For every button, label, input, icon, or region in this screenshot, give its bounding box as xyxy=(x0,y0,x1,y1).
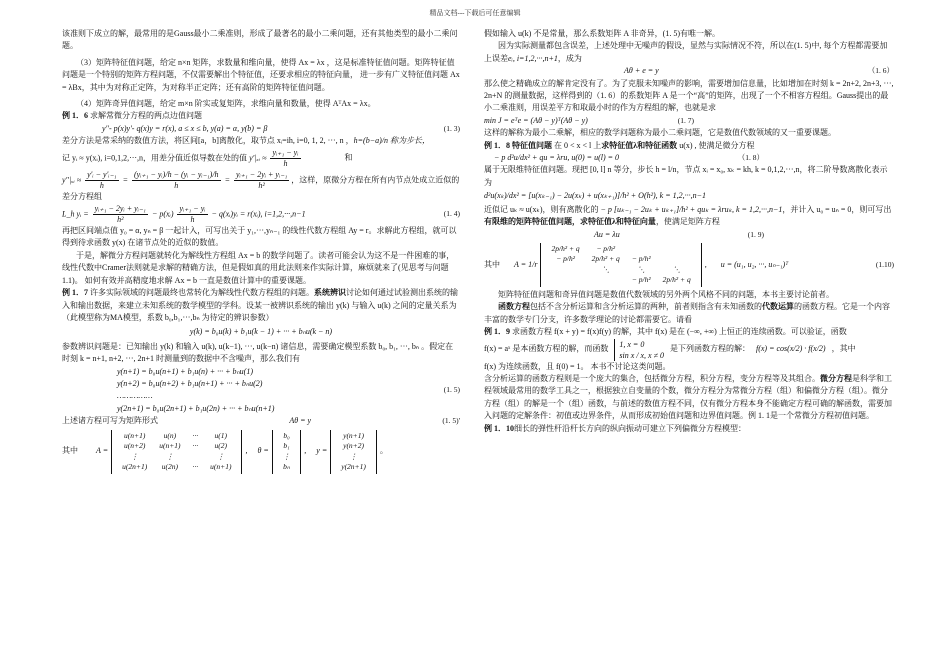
equation-number: (1. 5) xyxy=(443,385,460,395)
text: ，这样，原微分方程在所有内节点处成立近似的差分方程组 xyxy=(62,175,460,201)
piecewise-function xyxy=(614,339,664,361)
fraction xyxy=(177,204,207,225)
matrix-row xyxy=(335,441,372,452)
text: 求特征值λ和特征函数 xyxy=(601,140,678,150)
matrix-row xyxy=(116,441,237,452)
equation-1-4 xyxy=(62,204,460,225)
matrix-row xyxy=(545,254,696,265)
matrix-cell: ⋱ xyxy=(637,264,645,274)
paragraph: （3）矩阵特征值问题，给定 n×n 矩阵，求数量和维向量，使得 Ax = λx ，这是标准特征值问题。矩阵特征值问题是一个特别的矩阵方程问题，不仅需要解出个特征值，还要求相应的特征向量， 进一步有广义特征值问题 Ax = λBx，其中为对称正定阵，为对称半正定阵；还有高阶的矩阵特征值问题。 xyxy=(62,57,460,92)
matrix-definitions: 其中 A = u(n+1) u(n) ··· u(1) u(n+2) u(n+1) ··· u(2) ⋮ ⋮ ⋮ u(2n+1) u(2n) ··· u(n+1) , θ = b₀ b₁ ⋮ bₙ , y = y(n+1) y(n+2) ⋮ y(2n+1) 。 xyxy=(62,430,460,474)
matrix-cell: ··· xyxy=(192,462,199,472)
example-label: 例 1．8 xyxy=(484,140,510,150)
matrix-row xyxy=(335,452,372,463)
example-text: 求解常微分方程的两点边值问题 xyxy=(88,111,202,121)
numerator: (yᵢ₊₁ − yᵢ)/h − (yᵢ − yᵢ₋₁)/h xyxy=(133,169,219,179)
matrix-cell xyxy=(657,244,697,255)
equation-1-6 xyxy=(484,65,894,77)
equation-number: （1. 8） xyxy=(737,153,764,163)
text: 细长的弹性杆沿杆长方向的纵向振动可建立下列偏微分方程模型： xyxy=(514,423,746,433)
numerator: y'ᵢ − y'ᵢ₋₁ xyxy=(87,169,117,179)
denominator: h² xyxy=(258,180,265,190)
text: u(x) , 使满足微分方程 xyxy=(677,140,755,150)
discretization-equation: d²u(xₖ)/dx² = [u(xₖ₋₁) − 2u(xₖ) + u(xₖ₊₁)]/h² + O(h²), k = 1,2,···,n−1 xyxy=(484,191,707,201)
matrix-cell: bₙ xyxy=(283,462,290,472)
example-1-9 xyxy=(484,326,894,338)
matrix-cell: ⋮ xyxy=(349,451,358,461)
matrix-row xyxy=(545,244,696,255)
matrix-cell xyxy=(626,244,657,255)
vector-y xyxy=(330,430,377,474)
text: 许多实际领域的问题最终也常转化为解线性代数方程组的问题。 xyxy=(88,288,314,298)
matrix-cell: u(n+2) xyxy=(124,441,146,451)
numerator: yᵢ₊₁ − yᵢ xyxy=(272,147,299,157)
matrix-cell: y(n+1) xyxy=(343,430,364,440)
text: 在 0 < x < l 上 xyxy=(552,140,602,150)
matrix-cell xyxy=(545,265,585,276)
matrix-cell: 2p/h² + q xyxy=(662,275,691,285)
math: L_h yᵢ = xyxy=(62,209,89,219)
matrix-cell: u(1) xyxy=(214,430,228,440)
text: 和 xyxy=(344,153,353,162)
system-line: y(n+1) = b₀u(n+1) + b₁u(n) + ··· + bₙu(1) xyxy=(117,366,254,376)
text: 求函数方程 f(x + y) = f(x)f(y) 的解，其中 f(x) 是在 (−∞, +∞) 上恒正的连续函数。可以验证，函数 xyxy=(510,327,847,337)
paragraph xyxy=(484,40,894,65)
piece: 1, x = 0 xyxy=(619,339,645,349)
denominator: h xyxy=(99,180,104,190)
math: y''|ₓᵢ ≈ xyxy=(62,175,82,184)
equation-text: − p d²u/dx² + qu = λru, u(0) = u(l) = 0 xyxy=(494,153,620,163)
page-header: 精品文档---下载后可任意编辑 xyxy=(429,9,521,17)
equation-1-3 xyxy=(62,123,460,135)
matrix-row xyxy=(545,275,696,286)
paragraph: 再把区间端点值 y₀ = α, yₙ = β 一起计入，可写出关于 y₁,···,yₙ₋₁ 的线性代数方程组 Ay = r。求解此方程组，就可以得到待求函数 y(x) 在诸节点处的近似的数值。 xyxy=(62,226,457,248)
matrix-cell: 2p/h² + q xyxy=(551,243,580,253)
math: − q(xᵢ)yᵢ = r(xᵢ), i=1,2,···,n−1 xyxy=(211,209,306,219)
matrix-cell: ⋮ xyxy=(166,451,174,461)
text: 记 yᵢ ≈ y(xᵢ), i=0,1,2,···,n，用差分值近似导数在处的值 xyxy=(62,153,248,162)
matrix-cell: y(2n+1) xyxy=(341,462,366,472)
example-1-9-solutions xyxy=(484,339,894,361)
fraction xyxy=(270,148,300,169)
denominator: h xyxy=(174,180,179,190)
math: f(x) = cos(x/2) · f(x/2) xyxy=(755,344,826,354)
matrix-cell xyxy=(545,275,585,286)
matrix-cell: u(2n) xyxy=(161,462,178,472)
equation-number: (1. 9) xyxy=(747,229,764,239)
matrix-row xyxy=(116,452,237,463)
text: 系统辨识 xyxy=(314,288,346,298)
paragraph: f(x) 为连续函数，且 f(0) = 1。 本书不讨论这类问题。 xyxy=(484,361,671,371)
text: ，使满足矩阵方程 xyxy=(655,217,720,227)
matrix-row xyxy=(335,431,372,442)
denominator: h xyxy=(283,158,288,168)
text: 函数方程 xyxy=(498,302,530,312)
matrix-cell: b₁ xyxy=(283,441,290,451)
fraction xyxy=(132,170,221,191)
text: 是科学和工程领域最常用的数学工具之一，根据独立自变量的个数，微分方程分为常微分方程（组）和偏微分方程（组）。微分方程（组）的解是一个（组）函数，与前述的数值方程不同，仅有微分方程本身不能确定方程可确的解函数，需要加入问题的定解条件：初值或边界条件，从而形成初始值问题和边界值问题。例 1. 1是一个常微分方程初值问题。 xyxy=(484,373,892,421)
text: 是下列函数方程的解： xyxy=(669,344,750,354)
example-1-8 xyxy=(484,140,894,152)
matrix-cell xyxy=(657,254,697,265)
matrix-row xyxy=(335,462,372,473)
text: 特征值问题 xyxy=(510,140,552,150)
ma-model-equation: y(k) = b₀u(k) + b₁u(k − 1) + ··· + bₙu(k − n) xyxy=(189,327,333,337)
matrix-cell: u(2n+1) xyxy=(122,462,148,472)
text: 的函数方程。它是一个内容丰富的数学专门分支，许多数学理论的讨论都需要它。请看 xyxy=(484,302,890,324)
example-1-10 xyxy=(484,423,894,435)
denominator: h² xyxy=(117,215,124,225)
matrix-row xyxy=(277,452,297,463)
matrix-cell: b₀ xyxy=(283,430,290,440)
matrix-cell: ··· xyxy=(192,430,199,440)
equation-1-5 xyxy=(62,366,460,416)
example-label: 例 1．9 xyxy=(484,327,510,337)
paragraph: 属于无限维特征值问题。现把 [0, l] n 等分，步长 h = l/n，节点 xᵢ = x₀, xₖ = kh, k = 0,1,2,···,n，将二阶导数离散化表示为 xyxy=(484,165,888,187)
equation-number: (1.10) xyxy=(875,259,894,269)
text: 其中 xyxy=(484,259,500,269)
equation-text xyxy=(484,115,588,127)
equation-text: y''- p(x)y'- q(x)y = r(x), a ≤ x ≤ b, y(a) = α, y(b) = β xyxy=(102,123,268,133)
math: y = xyxy=(316,446,328,456)
second-derivative-approx: y''|ₓᵢ ≈ $\frac{\text{y'ᵢ − y'ᵢ₋₁}}{h}$ = $\frac{\text{(yᵢ₊₁ − yᵢ)/h − (yᵢ − yᵢ₋₁)/h}}{h}$ = $\frac{\text{yᵢ₊₁ − 2yᵢ + yᵢ₋₁}}{\text{h²}}$ ，这样，原微分方程在所有内节点处成立近似的差分方程组 xyxy=(62,169,460,201)
matrix-cell xyxy=(187,452,205,463)
text: 含分析运算的函数方程则是一个庞大的集合，包括微分方程，积分方程，变分方程等及其组合。 xyxy=(484,373,820,383)
numerator: yᵢ₊₁ − 2yᵢ + yᵢ₋₁ xyxy=(94,204,146,214)
piece: sin x / x, x ≠ 0 xyxy=(619,350,664,360)
matrix-cell: − p/h² xyxy=(556,254,575,264)
numerator: yᵢ₊₁ − yᵢ xyxy=(179,204,206,214)
derivative-approx xyxy=(62,148,460,169)
fraction xyxy=(234,170,289,191)
paragraph: 这样的解称为最小二乘解，相应的数学问题称为最小二乘问题，它是数值代数领域的又一重要课题。 xyxy=(484,128,836,138)
matrix-cell: ··· xyxy=(192,441,199,451)
example-label: 例 1．6 xyxy=(62,111,88,121)
text: h=(b−a)/n 称为步长， xyxy=(353,136,431,146)
math: A = xyxy=(96,446,109,456)
equation-text: Aθ + e = y xyxy=(624,66,659,76)
paragraph xyxy=(62,135,460,147)
equation-text xyxy=(62,204,306,225)
equation-text: Au = λu xyxy=(594,229,620,239)
text: 有限维的矩阵特征值问题，求特征值λ和特征向量 xyxy=(484,217,656,227)
matrix-row xyxy=(277,462,297,473)
matrix-cell: − p/h² xyxy=(596,243,616,253)
math: y'|ₓᵢ ≈ xyxy=(249,153,267,162)
matrix-cell: − p/h² xyxy=(631,275,651,285)
text: ，并计入 u₀ = uₙ = 0，则可写出 xyxy=(782,204,892,214)
left-column xyxy=(62,28,460,476)
system-line: y(2n+1) = b₀u(2n+1) + b₁u(2n) + ··· + bₙu(n+1) xyxy=(117,403,275,413)
equation-number: (1. 3) xyxy=(443,123,460,133)
fraction xyxy=(93,204,148,225)
system-line: y(n+2) = b₀u(n+2) + b₁u(n+1) + ··· + bₙu(2) xyxy=(117,378,263,388)
paragraph xyxy=(484,373,894,423)
equation-number: （1. 6） xyxy=(867,66,894,76)
matrix-row xyxy=(116,431,237,442)
text: 微分方程 xyxy=(820,373,852,383)
paragraph: （4）矩阵奇异值问题，给定 m×n 阶实或复矩阵，求维向量和数量，使得 AᵀAx = λx。 xyxy=(76,99,376,109)
paragraph: 那么使之精确成立的解肯定没有了。为了克服未知噪声的影响，需要增加信息量，比如增加在时刻 k = 2n+2, 2n+3, ···, 2n+N 的测量数据，这样得到的（1. 6）的系数矩阵 A 是一个“高”的矩阵，出现了一个不相容方程组。Gauss提出的最小二乘准则，用误差平方和取最小时的作为方程组的解，也就是求 xyxy=(484,78,894,113)
equation-number: (1. 4) xyxy=(443,209,460,219)
matrix-cell: − p/h² xyxy=(631,254,651,264)
matrix-row xyxy=(116,462,237,473)
text: 因为实际测量都包含误差，上述处理中无噪声的假设，显然与实际情况不符，所以在(1. 5)中, 每个方程都需要加上误差 xyxy=(484,41,888,63)
system-line: …………… xyxy=(117,391,153,401)
text: ，其中 xyxy=(831,344,856,354)
equation-number: (1. 5)' xyxy=(442,416,460,426)
math: θ = xyxy=(257,446,269,456)
matrix-cell: y(n+2) xyxy=(343,441,364,451)
math: eᵢ, i=1,2,···,n+1 xyxy=(508,53,558,63)
paragraph xyxy=(484,204,894,229)
example-1-7 xyxy=(62,287,460,324)
text: 讨论如何通过试验测出系统的输入和输出数据，来建立未知系统的数学模型的学科。设某一被辨识系统的输出 y(k) 与输入 u(k) 之间的定量关系为（此模型称为MA模型，系数 b₀,b₁,···,bₙ 为待定的辨识参数） xyxy=(62,288,458,322)
matrix-row xyxy=(277,431,297,442)
matrix-cell: u(n+1) xyxy=(210,462,232,472)
equation-system xyxy=(117,366,274,416)
matrix-cell: ⋱ xyxy=(601,264,610,274)
math: A = 1/r xyxy=(514,259,538,269)
matrix-cell: ⋮ xyxy=(130,451,139,461)
matrix-a xyxy=(111,430,242,474)
paragraph xyxy=(484,301,894,326)
text: 代数运算 xyxy=(762,302,794,312)
paragraph: 矩阵特征值问题和奇异值问题是数值代数领域的另外两个风格不同的问题，本书主要讨论前者。 xyxy=(498,289,834,299)
matrix-cell: u(n+1) xyxy=(124,430,146,440)
text: 差分方法是常采纳的数值方法，将区间[a，b]离散化，取节点 xᵢ=ih, i=0, 1, 2, ···, n ， xyxy=(62,136,354,146)
equation-1-7 xyxy=(484,115,894,127)
equation-number: (1. 7) xyxy=(677,115,694,125)
equation-1-9 xyxy=(484,229,894,241)
fraction xyxy=(85,170,118,191)
text: 近似记 uₖ ≈ u(xₖ)，则有离散化的 xyxy=(484,204,599,214)
matrix-cell: u(2) xyxy=(214,441,228,451)
matrix-row xyxy=(277,441,297,452)
equation-1-5-prime xyxy=(62,415,460,427)
math: − p(xᵢ) xyxy=(151,209,174,219)
matrix-cell: ⋮ xyxy=(217,451,225,461)
paragraph: 该准则下成立的解，最常用的是Gauss最小二乘准则，形成了最著名的最小二乘问题，还有其他类型的最小二乘问题。 xyxy=(62,29,458,51)
math: min J = eᵀe = (Aθ − y)ᵀ(Aθ − y) xyxy=(484,115,588,125)
matrix-cell: u(n+1) xyxy=(159,441,181,451)
math: − p [uₖ₋₁ − 2uₖ + uₖ₊₁]/h² + quₖ = λruₖ, k = 1,2,···,n−1 xyxy=(600,204,783,214)
denominator: h xyxy=(190,215,195,225)
matrix-a-tridiagonal xyxy=(540,243,701,287)
text: ，成为 xyxy=(557,53,582,63)
paragraph: 假如输入 u(k) 不是常量，那么系数矩阵 A 非奇异，(1. 5)有唯一解。 xyxy=(484,29,720,38)
example-label: 例 1．10 xyxy=(484,423,514,433)
matrix-cell: u(n) xyxy=(163,430,177,440)
matrix-cell: ⋱ xyxy=(672,264,681,274)
text: 其中 xyxy=(62,446,78,456)
example-label: 例 1．7 xyxy=(62,288,88,298)
vector-u: u = (u₁, u₂, ···, uₙ₋₁)ᵀ xyxy=(720,259,789,269)
equation-text: Aθ = y xyxy=(289,416,312,426)
equation-1-8 xyxy=(484,152,894,164)
text: f(x) = aˣ 是本函数方程的解，而函数 xyxy=(484,344,609,354)
matrix-cell xyxy=(586,275,626,286)
matrix-row xyxy=(545,265,696,276)
right-column xyxy=(484,28,894,435)
paragraph: 于是，解微分方程问题就转化为解线性方程组 Ax = b 的数学问题了。读者可能会认为这不是一件困难的事，线性代数中Cramer法则就是求解的精确方法，但是假如真的用此法则来作实际计算，麻烦就来了(见思考与问题1.1)。 如何有效并高精度地求解 Ax = b 一直是数值计算中的重要课题。 xyxy=(62,250,455,285)
numerator: yᵢ₊₁ − 2yᵢ + yᵢ₋₁ xyxy=(235,169,288,179)
matrix-cell: ⋮ xyxy=(282,451,291,461)
text: 上述诸方程可写为矩阵形式 xyxy=(62,416,158,426)
matrix-cell: 2p/h² + q xyxy=(591,254,620,264)
example-1-6 xyxy=(62,110,460,122)
text: 包括不含分析运算和含分析运算的两种，前者则指含有未知函数的 xyxy=(530,302,762,312)
tridiagonal-matrix: 其中 A = 1/r 2p/h² + q − p/h² − p/h² 2p/h² + q − p/h² ⋱ ⋱ ⋱ − p/h² 2p/h² + q , u = (u₁, u₂, ···, uₙ₋₁)ᵀ (1.10) xyxy=(484,243,894,287)
vector-theta xyxy=(272,430,302,474)
paragraph: 参数辨识问题是：已知输出 y(k) 和输入 u(k), u(k−1), ···, u(k−n) 诸信息，需要确定模型系数 b₀, b₁, ···, bₙ 。假定在时刻 k = n+1, n+2, ···, 2n+1 时测量到的数据中不含噪声，那么我们有 xyxy=(62,341,454,364)
